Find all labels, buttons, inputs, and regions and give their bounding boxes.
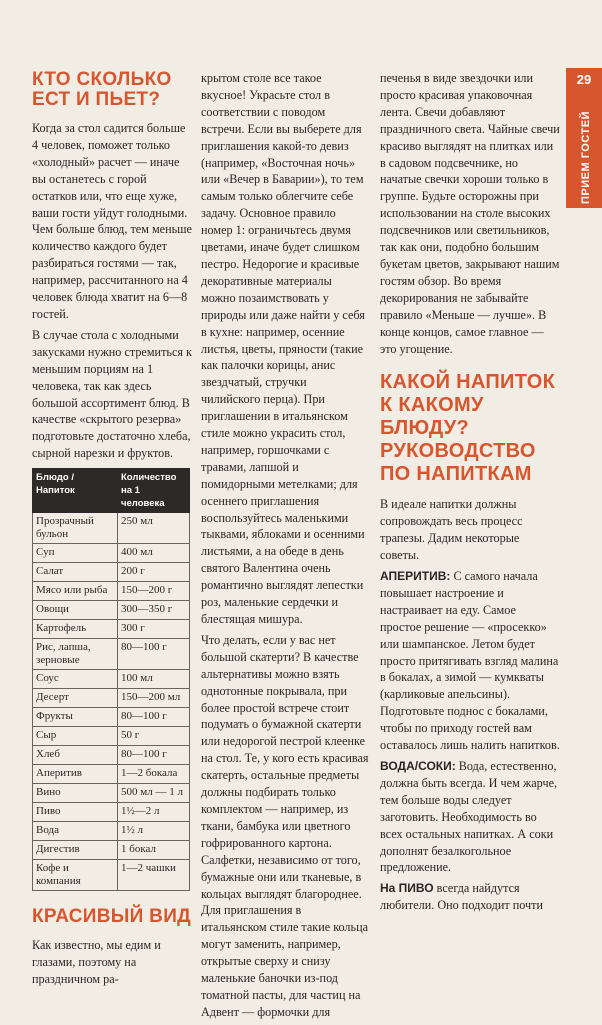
table-header-row (33, 469, 190, 513)
amount-cell: 150—200 мл (118, 689, 190, 708)
paragraph-water (380, 758, 560, 876)
table-header-dish: Блюдо / Напиток (33, 469, 118, 513)
table-row (33, 803, 190, 822)
amount-cell: 400 мл (118, 544, 190, 563)
table-row (33, 582, 190, 601)
paragraph: крытом столе все такое вкусное! Украсьте стол в соответствии с поводом встречи. Если вы выберете для приглашения какой-то девиз (например, «Восточная ночь» или «Вечер в Баварии»), то тем самым только облегчите себе задачу. Основное правило номер 1: ограничьтесь двумя цветами, иначе будет слишком пестро. Недорогие и красивые декоративные материалы можно позаимствовать у природы или даже найти у себя в кухне: например, осенние листья, цветы, пряности (такие как палочки корицы, анис звездчатый, стручки чилийского перца). При приглашении в итальянском стиле можно украсить стол, например, горшочками с травами, лапшой и помидорными метелками; для осеннего приглашения воспользуйтесь маленькими тыквами, яблоками и осенними листьями, а на обеде в день святого Валентина очень романтично выглядят лепестки роз, маленькие сердечки и блестящая мишура. (201, 71, 365, 626)
beer-lead: На ПИВО (380, 881, 434, 896)
table-row (33, 860, 190, 891)
amount-cell: 50 г (118, 727, 190, 746)
table-row (33, 765, 190, 784)
amount-cell: 80—100 г (118, 746, 190, 765)
table-row (33, 746, 190, 765)
amount-cell: 1—2 чашки (118, 860, 190, 891)
page-number: 29 (576, 72, 592, 87)
amount-cell: 300—350 г (118, 601, 190, 620)
amount-cell: 150—200 г (118, 582, 190, 601)
dish-cell: Кофе и компания (33, 860, 118, 891)
amount-cell: 500 мл — 1 л (118, 784, 190, 803)
dish-cell: Десерт (33, 689, 118, 708)
paragraph: Когда за стол садится больше 4 человек, поможет только «холодный» расчет — иначе вы останетесь с горой остатков или, что еще хуже, ваши гости уйдут голодными. Чем больше блюд, тем меньше количество каждого будет разбираться гостями — так, например, рассчитанного на 4 человек блюда хватит на 6—8 гостей. (32, 121, 192, 321)
table-row (33, 822, 190, 841)
heading-who-eats: КТО СКОЛЬКО ЕСТ И ПЬЕТ? (32, 69, 172, 110)
table-row (33, 601, 190, 620)
column-1 (32, 70, 192, 992)
dish-cell: Соус (33, 670, 118, 689)
table-row (33, 639, 190, 670)
amount-cell: 1½—2 л (118, 803, 190, 822)
amount-cell: 1 бокал (118, 841, 190, 860)
aperitif-lead: АПЕРИТИВ: (380, 569, 451, 584)
heading-drinks-guide: КАКОЙ НАПИТОК К КАКОМУ БЛЮДУ? РУКОВОДСТВО ПО НАПИТКАМ (380, 371, 556, 486)
dish-cell: Салат (33, 563, 118, 582)
water-text: Вода, естественно, должна быть всегда. И чем жарче, тем больше воды следует заготовить. Необходимость во всех остальных напитках. А соки дополнят безалкогольное предложение. (380, 759, 558, 875)
table-row (33, 670, 190, 689)
column-3 (380, 70, 560, 918)
paragraph-beer (380, 880, 560, 914)
portion-table (32, 468, 190, 891)
section-label: ПРИЕМ ГОСТЕЙ (580, 111, 592, 204)
table-row (33, 841, 190, 860)
heading-beautiful-view: КРАСИВЫЙ ВИД (32, 906, 191, 928)
amount-cell: 200 г (118, 563, 190, 582)
table-row (33, 620, 190, 639)
dish-cell: Вода (33, 822, 118, 841)
table-row (33, 689, 190, 708)
dish-cell: Прозрачный бульон (33, 513, 118, 544)
table-row (33, 727, 190, 746)
amount-cell: 1—2 бокала (118, 765, 190, 784)
column-2 (201, 70, 369, 1025)
table-row (33, 513, 190, 544)
dish-cell: Хлеб (33, 746, 118, 765)
dish-cell: Овощи (33, 601, 118, 620)
paragraph: В случае стола с холодными закусками нужно стремиться к меньшим порциям на 1 человека, так как здесь большой ассортимент блюд. В качестве «скрытого резерва» подготовьте достаточно хлеба, сырной нарезки и фруктов. (32, 327, 192, 461)
amount-cell: 300 г (118, 620, 190, 639)
dish-cell: Фрукты (33, 708, 118, 727)
beer-text: всегда найдутся любители. Оно подходит почти (380, 881, 544, 913)
dish-cell: Мясо или рыба (33, 582, 118, 601)
paragraph-aperitif (380, 568, 560, 754)
paragraph: В идеале напитки должны сопровождать весь процесс трапезы. Дадим некоторые советы. (380, 497, 523, 563)
amount-cell: 1½ л (118, 822, 190, 841)
dish-cell: Пиво (33, 803, 118, 822)
water-lead: ВОДА/СОКИ: (380, 759, 456, 773)
dish-cell: Дигестив (33, 841, 118, 860)
aperitif-text: С самого начала повышает настроение и настраивает на еду. Самое простое решение — «просекко» или шампанское. Летом будет просто притягивать взгляд малина в бокалах, а зимой — кумкваты (карликовые апельсины). Подготовьте поднос с бокалами, чтобы по приходу гостей вам оставалось лишь налить напитков. (380, 569, 560, 753)
amount-cell: 80—100 г (118, 708, 190, 727)
dish-cell: Суп (33, 544, 118, 563)
dish-cell: Сыр (33, 727, 118, 746)
amount-cell: 100 мл (118, 670, 190, 689)
amount-cell: 80—100 г (118, 639, 190, 670)
paragraph: Как известно, мы едим и глазами, поэтому на праздничном ра- (32, 938, 161, 986)
table-row (33, 544, 190, 563)
table-row (33, 563, 190, 582)
amount-cell: 250 мл (118, 513, 190, 544)
table-row (33, 708, 190, 727)
dish-cell: Аперитив (33, 765, 118, 784)
table-header-amount: Количество на 1 человека (118, 469, 190, 513)
dish-cell: Картофель (33, 620, 118, 639)
dish-cell: Рис, лапша, зерновые (33, 639, 118, 670)
paragraph: печенья в виде звездочки или просто красивая упаковочная лента. Свечи добавляют праздничного света. Чайные свечи красиво выглядят на плитках или в садовом подсвечнике, но начатые свечки хороши только в группе. Будьте осторожны при использовании на столе высоких подсвечников или светильников, так как они, подобно большим букетам цветов, закрывают нашим гостям обзор. Во время декорирования не забывайте правило «Меньше — лучше». В конце концов, самое главное — это угощение. (380, 71, 560, 356)
paragraph: Что делать, если у вас нет большой скатерти? В качестве альтернативы можно взять однотонные покрывала, при более простой встрече стоит подумать о бумажной скатерти или недорогой пестрой клеенке на стол. Те, у кого есть красивая скатерть, остальные предметы должны подбирать только комплектом — например, из ткани, бамбука или цветного гофрированного картона. Салфетки, независимо от того, бумажные они или тканевые, в кольцах выглядят благороднее. Для приглашения в итальянском стиле такие кольца могут заменить, например, открытые сверху и снизу маленькие баночки из-под томатной пасты, для частиц на Адвент — формочки для (201, 632, 369, 1019)
dish-cell: Вино (33, 784, 118, 803)
